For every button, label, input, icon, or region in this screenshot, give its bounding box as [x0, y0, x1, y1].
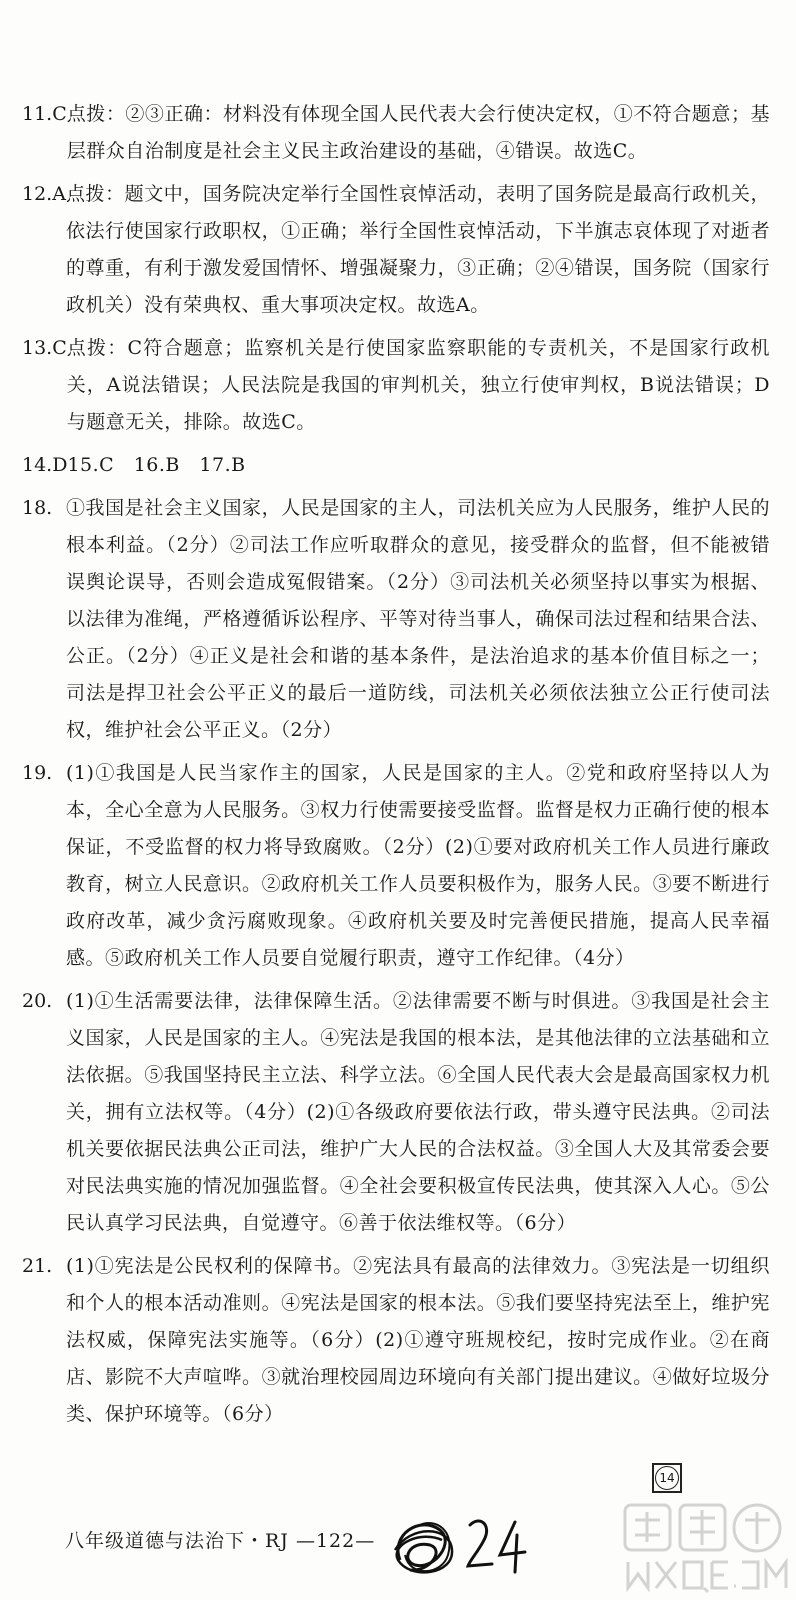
- answer-text: 15.C 16.B 17.B: [67, 454, 246, 476]
- answer-text: 点拨：②③正确：材料没有体现全国人民代表大会行使决定权，①不符合题意；基层群众自治制度是社会主义民主政治建设的基础，④错误。故选C。: [66, 103, 770, 162]
- page-footer: 八年级道德与法治下・RJ —122—: [65, 1530, 376, 1552]
- handwritten-scribble: [380, 1500, 530, 1590]
- answer-text: (1)①我国是人民当家作主的国家，人民是国家的主人。②党和政府坚持以人为本，全心全意为人民服务。③权力行使需要接受监督。监督是权力正确行使的根本保证，不受监督的权力将导致腐败。（2分）(2)①要对政府机关工作人员进行廉政教育，树立人民意识。②政府机关工作人员要积极作为，服务人民。③要不断进行政府改革，减少贪污腐败现象。④政府机关要及时完善便民措施，提高人民幸福感。⑤政府机关工作人员要自觉履行职责，遵守工作纪律。（4分）: [66, 762, 770, 969]
- answer-item-20: [22, 983, 770, 1242]
- answer-text: 点拨：题文中，国务院决定举行全国性哀悼活动，表明了国务院是最高行政机关，依法行使国家行政职权，①正确；举行全国性哀悼活动，下半旗志哀体现了对逝者的尊重，有利于激发爱国情怀、增强凝聚力，③正确；②④错误，国务院（国家行政机关）没有荣典权、重大事项决定权。故选A。: [66, 183, 770, 316]
- answer-item-13: [22, 330, 770, 441]
- answer-item-11: [22, 96, 770, 170]
- answer-number: 11.C: [22, 103, 67, 125]
- answer-number: 12.A: [22, 183, 66, 205]
- answer-item-19: [22, 755, 770, 977]
- answer-number: 18.: [22, 497, 53, 519]
- answer-number: 20.: [22, 990, 53, 1012]
- answer-item-12: [22, 176, 770, 324]
- page-marker-box: [652, 1463, 682, 1493]
- answer-text: (1)①宪法是公民权利的保障书。②宪法具有最高的法律效力。③宪法是一切组织和个人的根本活动准则。④宪法是国家的根本法。⑤我们要坚持宪法至上，维护宪法权威，保障宪法实施等。（6分）(2)①遵守班规校纪，按时完成作业。②在商店、影院不大声喧哗。③就治理校园周边环境向有关部门提出建议。④做好垃圾分类、保护环境等。（6分）: [66, 1255, 770, 1425]
- answer-item-18: [22, 490, 770, 749]
- answer-text: ①我国是社会主义国家，人民是国家的主人，司法机关应为人民服务，维护人民的根本利益。（2分）②司法工作应听取群众的意见，接受群众的监督，但不能被错误舆论误导，否则会造成冤假错案。（2分）③司法机关必须坚持以事实为根据、以法律为准绳，严格遵循诉讼程序、平等对待当事人，确保司法过程和结果合法、公正。（2分）④正义是社会和谐的基本条件，是法治追求的基本价值目标之一；司法是捍卫社会公平正义的最后一道防线，司法机关必须依法独立公正行使司法权，维护社会公平正义。（2分）: [66, 497, 770, 741]
- answer-item-21: [22, 1248, 770, 1433]
- answer-text: (1)①生活需要法律，法律保障生活。②法律需要不断与时俱进。③我国是社会主义国家，人民是国家的主人。④宪法是我国的根本法，是其他法律的立法基础和立法依据。⑤我国坚持民主立法、科学立法。⑥全国人民代表大会是最高国家权力机关，拥有立法权等。（4分）(2)①各级政府要依法行政，带头遵守民法典。②司法机关要依据民法典公正司法，维护广大人民的合法权益。③全国人大及其常委会要对民法典实施的情况加强监督。④全社会要积极宣传民法典，使其深入人心。⑤公民认真学习民法典，自觉遵守。⑥善于依法维权等。（6分）: [66, 990, 770, 1234]
- answer-list: [22, 96, 770, 1439]
- answer-number: 21.: [22, 1255, 53, 1277]
- watermark-logo: [620, 1500, 790, 1595]
- page-marker: 14: [655, 1466, 679, 1490]
- answer-item-14-17: [22, 447, 770, 484]
- answer-number: 14.D: [22, 454, 68, 476]
- answer-number: 13.C: [22, 337, 67, 359]
- answer-text: 点拨：C符合题意；监察机关是行使国家监察职能的专责机关，不是国家行政机关，A说法错误；人民法院是我国的审判机关，独立行使审判权，B说法错误；D与题意无关，排除。故选C。: [66, 337, 770, 433]
- answer-number: 19.: [22, 762, 53, 784]
